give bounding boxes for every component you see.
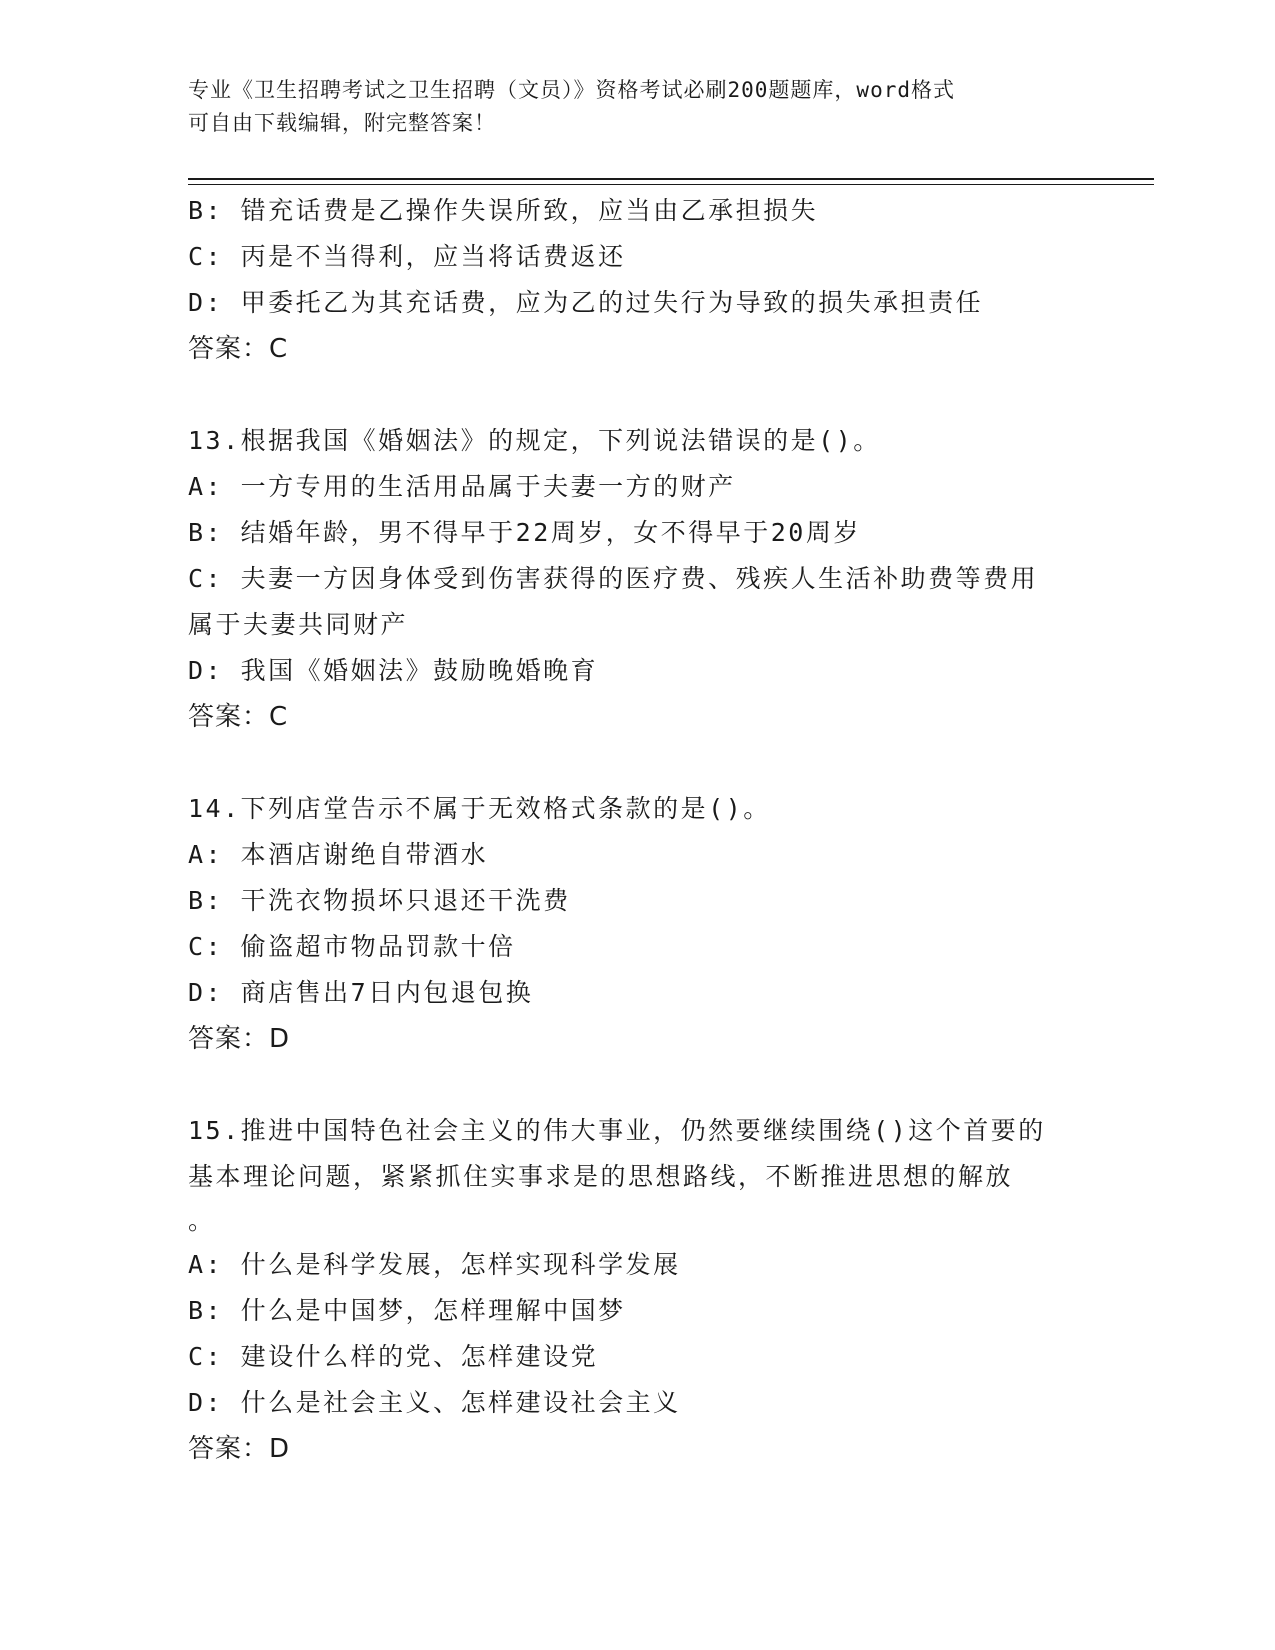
question-13-option-c-line-1: C: 夫妻一方因身体受到伤害获得的医疗费、残疾人生活补助费等费用	[188, 564, 1039, 593]
question-15-stem-line-3: 。	[188, 1206, 216, 1235]
question-13-answer: 答案：C	[188, 702, 289, 732]
header-rule-thin	[188, 184, 1154, 185]
question-14-option-a: A: 本酒店谢绝自带酒水	[188, 840, 489, 869]
question-15-stem-line-1: 15.推进中国特色社会主义的伟大事业，仍然要继续围绕()这个首要的	[188, 1116, 1046, 1145]
question-13-stem: 13.根据我国《婚姻法》的规定，下列说法错误的是()。	[188, 426, 881, 455]
question-14-option-d: D: 商店售出7日内包退包换	[188, 978, 534, 1007]
question-14	[188, 786, 1088, 1062]
question-14-option-c: C: 偷盗超市物品罚款十倍	[188, 932, 516, 961]
question-15-option-b: B: 什么是中国梦，怎样理解中国梦	[188, 1296, 626, 1325]
question-12-option-c: C: 丙是不当得利，应当将话费返还	[188, 242, 626, 271]
question-15-answer: 答案：D	[188, 1434, 291, 1464]
header-line-2: 可自由下载编辑，附完整答案！	[188, 111, 496, 135]
question-15-option-a: A: 什么是科学发展，怎样实现科学发展	[188, 1250, 681, 1279]
question-13-option-c-line-2: 属于夫妻共同财产	[188, 610, 409, 639]
question-14-option-b: B: 干洗衣物损坏只退还干洗费	[188, 886, 571, 915]
question-15-stem-line-2: 基本理论问题，紧紧抓住实事求是的思想路线，不断推进思想的解放	[188, 1162, 1014, 1191]
spacer	[188, 372, 1088, 418]
question-14-answer: 答案：D	[188, 1024, 291, 1054]
spacer	[188, 740, 1088, 786]
question-15	[188, 1108, 1088, 1472]
question-14-stem: 14.下列店堂告示不属于无效格式条款的是()。	[188, 794, 771, 823]
question-15-option-d: D: 什么是社会主义、怎样建设社会主义	[188, 1388, 681, 1417]
header-rule-thick	[188, 178, 1154, 180]
header-line-1: 专业《卫生招聘考试之卫生招聘（文员）》资格考试必刷200题题库，word格式	[188, 78, 955, 102]
page-header	[188, 74, 1088, 140]
question-12-answer: 答案：C	[188, 334, 289, 364]
question-list	[188, 188, 1088, 1472]
question-13	[188, 418, 1088, 740]
question-13-option-b: B: 结婚年龄，男不得早于22周岁，女不得早于20周岁	[188, 518, 861, 547]
question-12-option-b: B: 错充话费是乙操作失误所致，应当由乙承担损失	[188, 196, 819, 225]
question-12	[188, 188, 1088, 372]
question-13-option-d: D: 我国《婚姻法》鼓励晚婚晚育	[188, 656, 599, 685]
question-15-option-c: C: 建设什么样的党、怎样建设党	[188, 1342, 599, 1371]
spacer	[188, 1062, 1088, 1108]
question-13-option-a: A: 一方专用的生活用品属于夫妻一方的财产	[188, 472, 736, 501]
question-12-option-d: D: 甲委托乙为其充话费，应为乙的过失行为导致的损失承担责任	[188, 288, 984, 317]
